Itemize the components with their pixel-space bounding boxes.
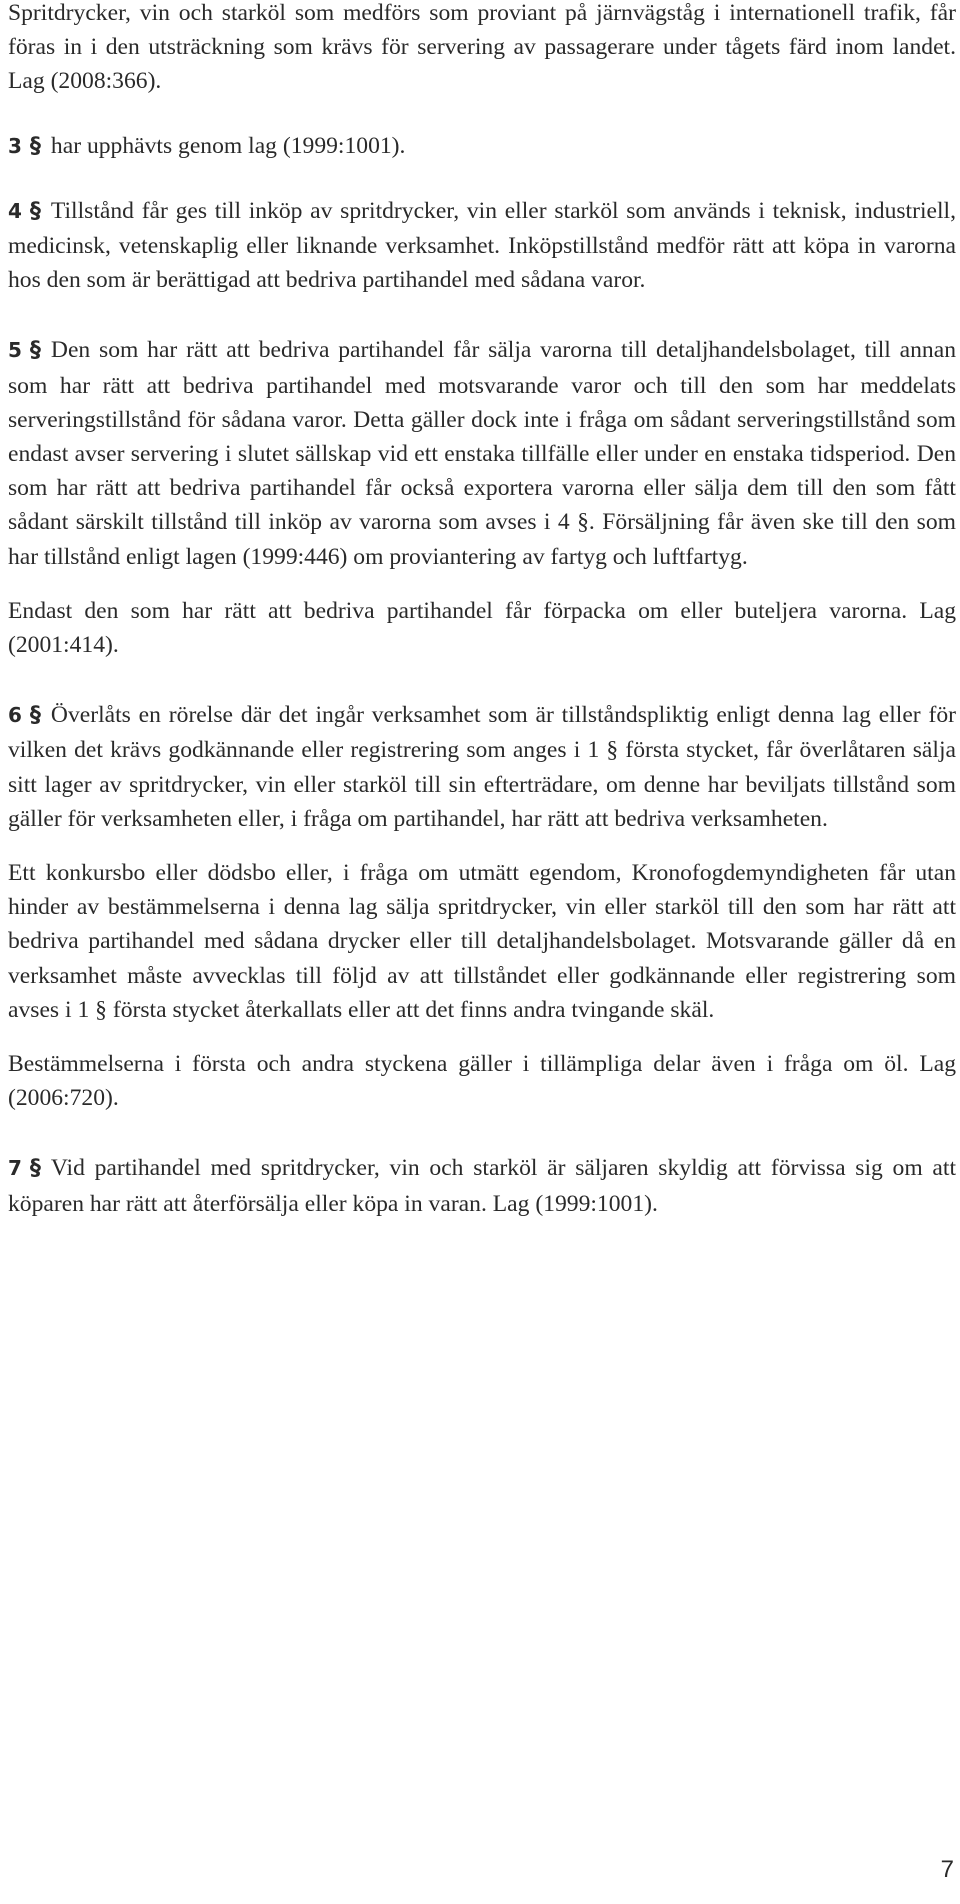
section-text: har upphävts genom lag (1999:1001). — [50, 132, 406, 159]
section-number: 4 — [8, 198, 22, 223]
section-4 — [8, 194, 956, 298]
section-sign-icon: § — [29, 1156, 41, 1182]
section-text: Tillstånd får ges till inköp av spritdrycker, vin eller starköl som används i teknisk, industriell, medicinsk, vetenskaplig eller liknande verksamhet. Inköpstillstånd medför rätt att köpa in varorna hos den som är berättigad att bedriva partihandel med sådana varor. — [8, 197, 956, 294]
section-number: 6 — [8, 703, 22, 728]
paragraph-text: Endast den som har rätt att bedriva partihandel får förpacka om eller buteljera varorna. Lag (2001:414). — [8, 597, 956, 659]
section-sign-icon: § — [29, 703, 41, 729]
section-text: Överlåts en rörelse där det ingår verksamhet som är tillståndspliktig enligt denna lag eller för vilken det krävs godkännande eller registrering som anges i 1 § första stycket, får överlåtaren sälja sitt lager av spritdrycker, vin eller starköl till sin efterträdare, om denne har beviljats tillstånd som gäller för verksamheten eller, i fråga om partihandel, har rätt att bedriva verksamheten. — [8, 702, 956, 832]
page-number: 7 — [940, 1856, 954, 1883]
section-sign-icon: § — [29, 198, 41, 224]
section-7 — [8, 1151, 956, 1220]
paragraph-bestammelserna — [8, 1047, 956, 1115]
paragraph-text: Bestämmelserna i första och andra styckena gäller i tillämpliga delar även i fråga om öl. Lag (2006:720). — [8, 1051, 956, 1112]
section-text: Den som har rätt att bedriva partihandel får sälja varorna till detaljhandelsbolaget, till annan som har rätt att bedriva partihandel med motsvarande varor och till den som har meddelats serveringstillstånd för sådana varor. Detta gäller dock inte i fråga om sådant serveringstillstånd som endast avser servering i slutet sällskap vid ett enstaka tillfälle eller under en enstaka tidsperiod. Den som har rätt att bedriva partihandel får också exportera varorna eller sälja dem till den som fått sådant särskilt tillstånd till inköp av varorna som avses i 4 §. Försäljning får även ske till den som har tillstånd enligt lagen (1999:446) om proviantering av fartyg och luftfartyg. — [8, 337, 956, 570]
paragraph-endast — [8, 594, 956, 662]
section-number: 5 — [8, 338, 22, 363]
section-3 — [8, 129, 956, 164]
paragraph-text: Spritdrycker, vin och starköl som medförs som proviant på järnvägståg i internationell trafik, får föras in i den utsträckning som krävs för servering av passagerare under tågets färd inom landet. Lag (2008:366). — [8, 0, 956, 95]
paragraph-konkursbo — [8, 856, 956, 1027]
section-text: Vid partihandel med spritdrycker, vin och starköl är säljaren skyldig att förvissa sig om att köparen har rätt att återförsälja eller köpa in varan. Lag (1999:1001). — [8, 1155, 956, 1217]
section-5 — [8, 333, 956, 573]
paragraph-text: Ett konkursbo eller dödsbo eller, i fråga om utmätt egendom, Kronofogdemyndigheten får utan hinder av bestämmelserna i denna lag sälja spritdrycker, vin eller starköl till den som har rätt att bedriva partihandel med sådana drycker eller till detaljhandelsbolaget. Motsvarande gäller då en verksamhet måste avvecklas till följd av att tillståndet eller godkännande eller registrering som avses i 1 § första stycket återkallats eller att det finns andra tvingande skäl. — [8, 860, 956, 1023]
section-number: 3 — [8, 133, 22, 158]
document-body — [8, 0, 956, 1221]
section-sign-icon: § — [29, 133, 41, 159]
paragraph-spritdrycker-tag — [8, 0, 956, 99]
section-6 — [8, 698, 956, 836]
section-sign-icon: § — [29, 338, 41, 364]
section-number: 7 — [8, 1156, 22, 1181]
